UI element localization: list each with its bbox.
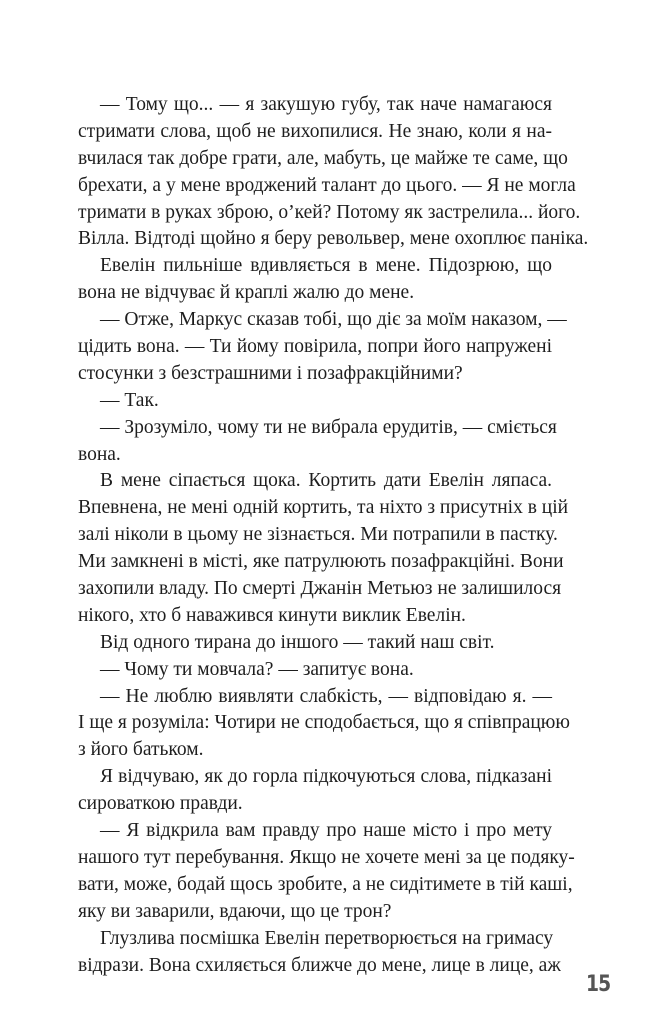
text-line: вчилася так добре грати, але, мабуть, це майже те саме, що bbox=[78, 147, 568, 169]
text-line: Я відчуваю, як до горла підкочуються слова, підказані bbox=[100, 766, 552, 788]
text-line: — Тому що... — я закушую губу, так наче намагаюся bbox=[100, 94, 552, 115]
text-line: вона не відчуває й краплі жалю до мене. bbox=[78, 282, 415, 304]
text-line: — Чому ти мовчала? — запитує вона. bbox=[100, 658, 414, 680]
text-line: відрази. Вона схиляється ближче до мене, лице в лице, аж bbox=[78, 954, 561, 976]
text-line: захопили владу. По смерті Джанін Метьюз не залишилося bbox=[78, 578, 562, 600]
text-line: нашого тут перебування. Якщо не хочете мені за це подяку- bbox=[78, 846, 575, 868]
text-line: Впевнена, не мені одній кортить, та ніхто з присутніх в цій bbox=[78, 497, 569, 519]
text-line: І ще я розуміла: Чотири не сподобається, що я співпрацюю bbox=[78, 712, 570, 734]
text-line: цідить вона. — Ти йому повірила, попри його напружені bbox=[78, 336, 552, 358]
text-line: брехати, а у мене вроджений талант до цього. — Я не могла bbox=[78, 174, 576, 196]
text-line: вона. bbox=[78, 443, 121, 465]
text-line: Глузлива посмішка Евелін перетворюється на гримасу bbox=[100, 927, 554, 949]
text-line: яку ви заварили, вдаючи, що це трон? bbox=[78, 900, 392, 922]
text-line: нікого, хто б наважився кинути виклик Евелін. bbox=[78, 604, 466, 626]
text-line: стосунки з безстрашними і позафракційними? bbox=[78, 362, 463, 384]
text-line: Ми замкнені в місті, яке патрулюють позафракційні. Вони bbox=[78, 551, 564, 573]
text-line: — Не люблю виявляти слабкість, — відповідаю я. — bbox=[100, 685, 552, 707]
text-line: з його батьком. bbox=[78, 739, 204, 761]
text-line: вати, може, бодай щось зробите, а не сидітимете в тій каші, bbox=[78, 873, 573, 895]
text-line: Евелін пильніше вдивляється в мене. Підозрюю, що bbox=[100, 255, 552, 277]
text-line: — Я відкрила вам правду про наше місто і про мету bbox=[100, 820, 552, 842]
text-line: — Зрозуміло, чому ти не вибрала ерудитів, — сміється bbox=[100, 416, 557, 438]
text-line: Від одного тирана до іншого — такий наш світ. bbox=[100, 631, 495, 653]
text-line: сироваткою правди. bbox=[78, 793, 243, 815]
text-line: В мене сіпається щока. Кортить дати Евелін ляпаса. bbox=[100, 470, 552, 492]
page-number: 15 bbox=[586, 972, 611, 997]
text-line: стримати слова, щоб не вихопилися. Не знаю, коли я на- bbox=[78, 120, 552, 142]
text-line: Вілла. Відтоді щойно я беру револьвер, мене охоплює паніка. bbox=[78, 228, 589, 250]
text-line: залі ніколи в цьому не зізнається. Ми потрапили в пастку. bbox=[78, 524, 558, 546]
text-line: — Отже, Маркус сказав тобі, що діє за моїм наказом, — bbox=[100, 309, 567, 331]
body-text bbox=[78, 92, 589, 979]
text-line: — Так. bbox=[100, 389, 159, 411]
text-line: тримати в руках зброю, о’кей? Потому як застрелила... його. bbox=[78, 201, 581, 223]
